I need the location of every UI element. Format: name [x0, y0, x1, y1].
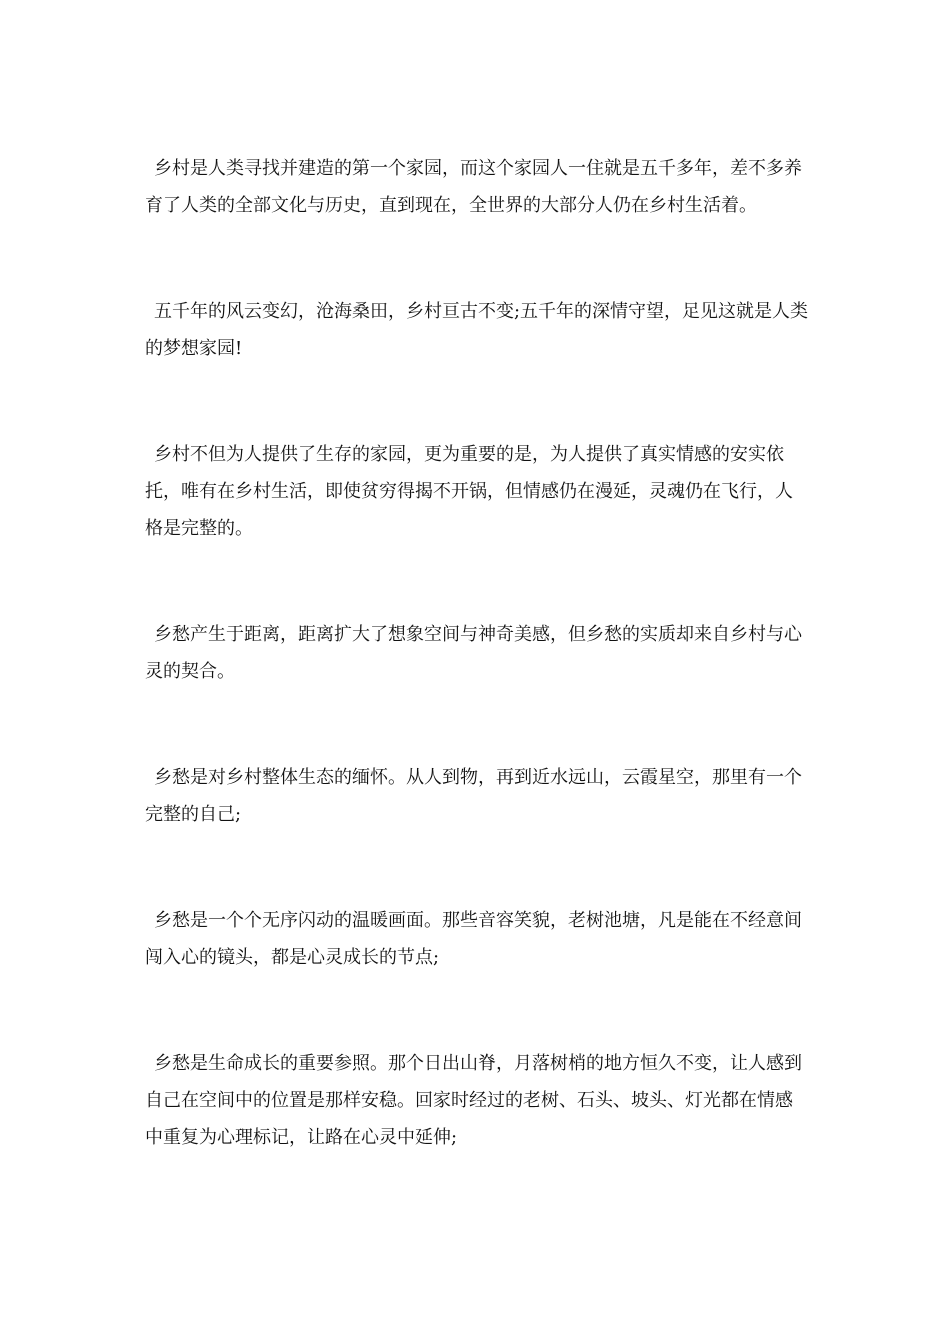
paragraph-7: 乡愁是生命成长的重要参照。那个日出山脊，月落树梢的地方恒久不变，让人感到自己在空间中的位置是那样安稳。回家时经过的老树、石头、坡头、灯光都在情感中重复为心理标记，让路在心灵中延伸;	[145, 1053, 802, 1148]
paragraph-4: 乡愁产生于距离，距离扩大了想象空间与神奇美感，但乡愁的实质却来自乡村与心灵的契合。	[145, 624, 802, 682]
paragraph-6: 乡愁是一个个无序闪动的温暖画面。那些音容笑貌，老树池塘，凡是能在不经意间闯入心的镜头，都是心灵成长的节点;	[145, 910, 802, 968]
paragraph-3: 乡村不但为人提供了生存的家园，更为重要的是，为人提供了真实情感的安实依托，唯有在乡村生活，即使贫穷得揭不开锅，但情感仍在漫延，灵魂仍在飞行，人格是完整的。	[145, 444, 793, 539]
document-body	[145, 150, 810, 1156]
paragraph-2: 五千年的风云变幻，沧海桑田，乡村亘古不变;五千年的深情守望，足见这就是人类的梦想家园!	[145, 301, 809, 359]
paragraph-1: 乡村是人类寻找并建造的第一个家园，而这个家园人一住就是五千多年，差不多养育了人类的全部文化与历史，直到现在，全世界的大部分人仍在乡村生活着。	[145, 158, 802, 216]
paragraph-5: 乡愁是对乡村整体生态的缅怀。从人到物，再到近水远山，云霞星空，那里有一个完整的自己;	[145, 767, 802, 825]
